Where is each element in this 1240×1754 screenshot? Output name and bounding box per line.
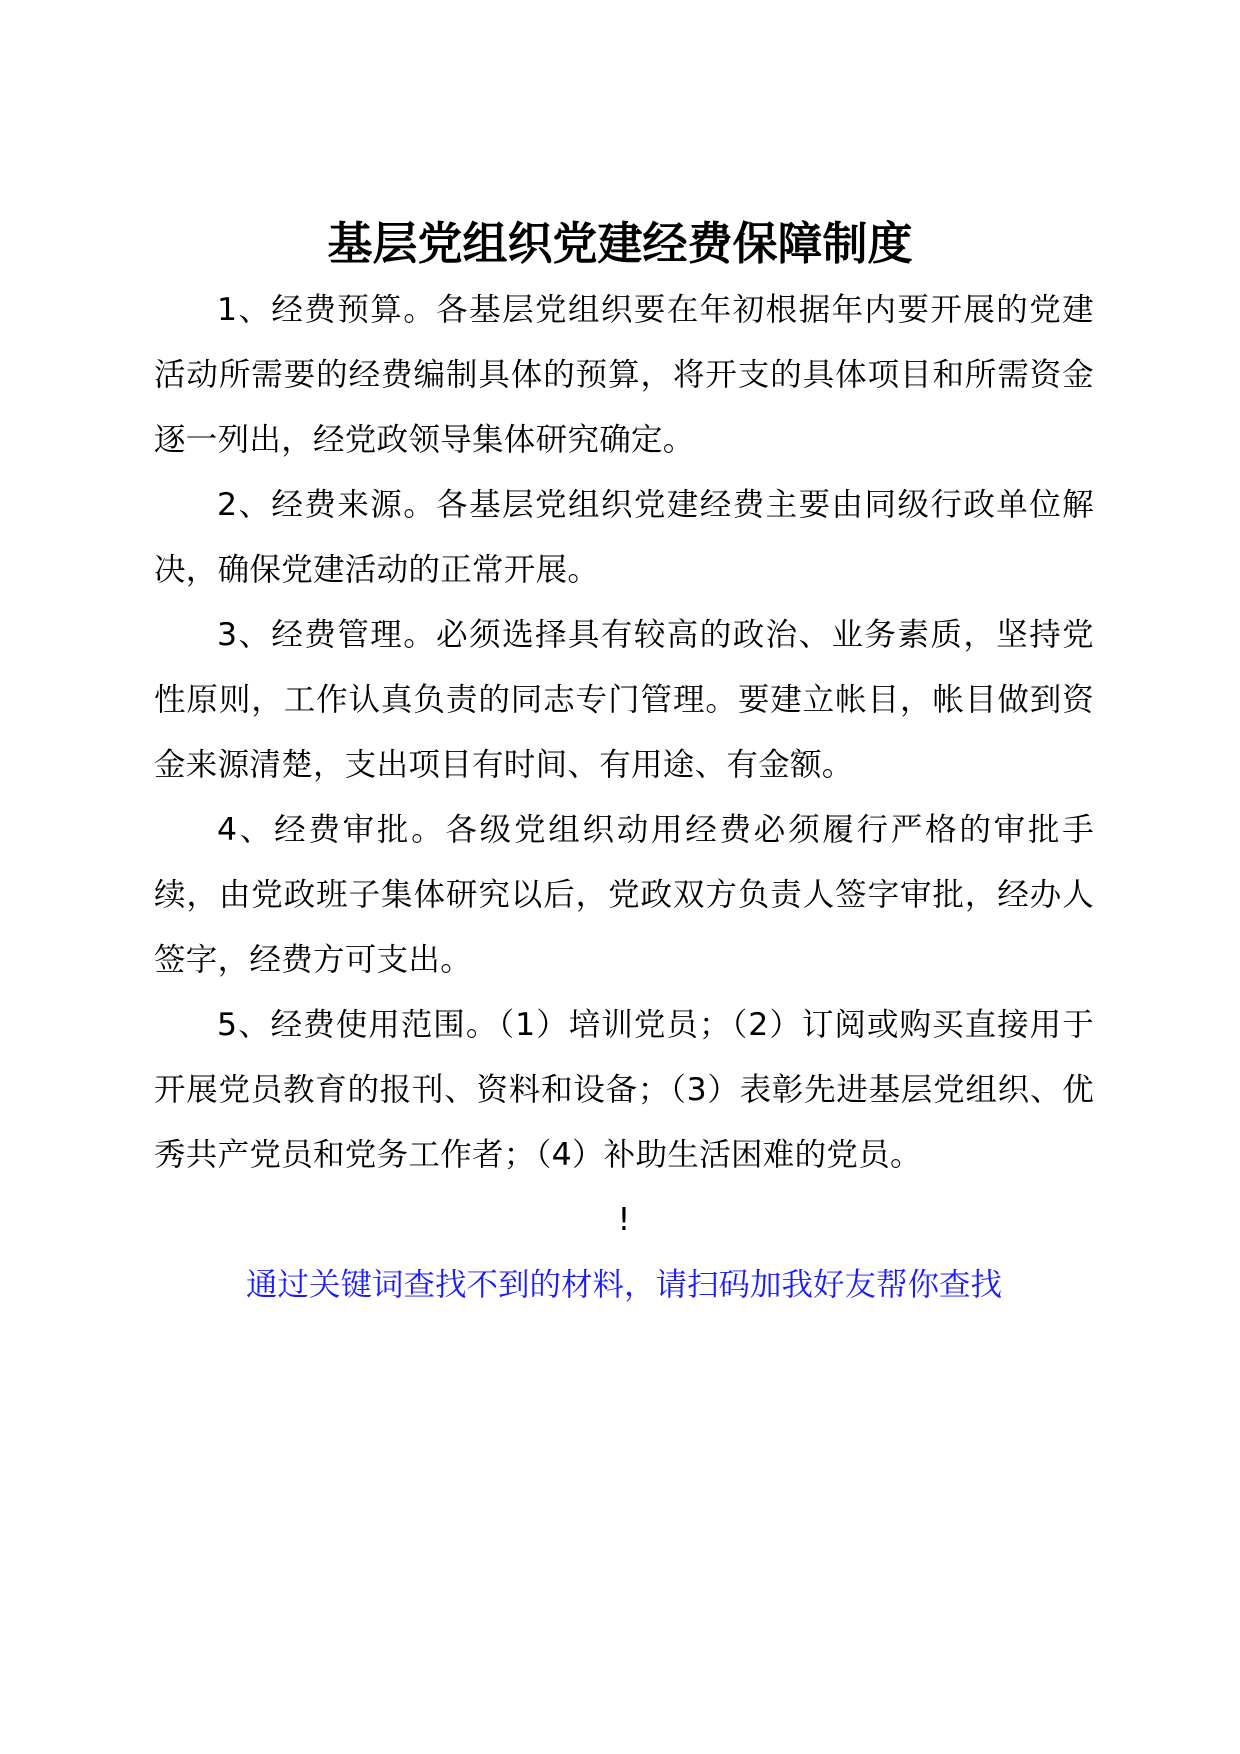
document-title: 基层党组织党建经费保障制度 xyxy=(327,217,913,270)
paragraph-source: 2、经费来源。各基层党组织党建经费主要由同级行政单位解决，确保党建活动的正常开展。 xyxy=(154,487,1094,588)
promo-link[interactable]: 通过关键词查找不到的材料，请扫码加我好友帮你查找 xyxy=(245,1267,1002,1303)
paragraph-budget: 1、经费预算。各基层党组织要在年初根据年内要开展的党建活动所需要的经费编制具体的预算，将开支的具体项目和所需资金逐一列出，经党政领导集体研究确定。 xyxy=(154,292,1094,458)
paragraph-management: 3、经费管理。必须选择具有较高的政治、业务素质，坚持党性原则，工作认真负责的同志专门管理。要建立帐目，帐目做到资金来源清楚，支出项目有时间、有用途、有金额。 xyxy=(154,617,1094,783)
paragraph-approval: 4、经费审批。各级党组织动用经费必须履行严格的审批手续，由党政班子集体研究以后，党政双方负责人签字审批，经办人签字，经费方可支出。 xyxy=(154,812,1094,978)
promo-line xyxy=(154,1253,1094,1318)
document-body xyxy=(154,278,1094,1318)
exclamation-mark: ! xyxy=(617,1202,631,1238)
paragraph-usage-scope: 5、经费使用范围。（1）培训党员；（2）订阅或购买直接用于开展党员教育的报刊、资料和设备；（3）表彰先进基层党组织、优秀共产党员和党务工作者；（4）补助生活困难的党员。 xyxy=(154,1007,1094,1173)
